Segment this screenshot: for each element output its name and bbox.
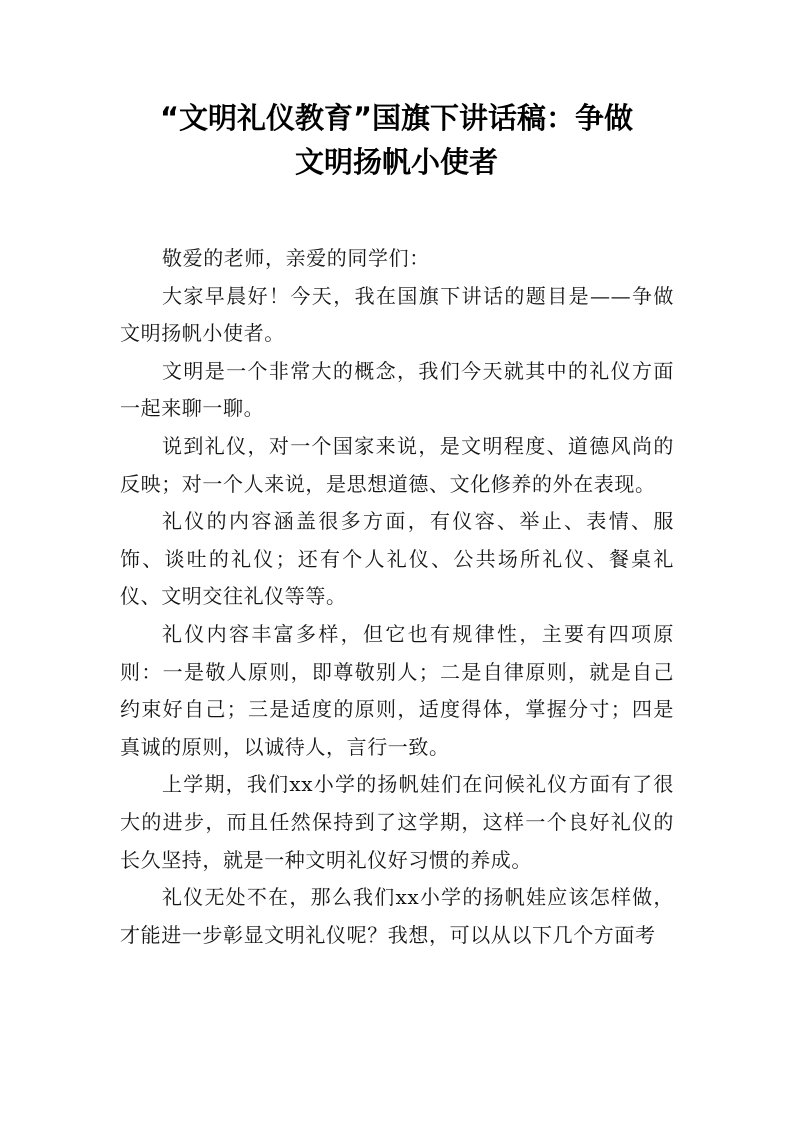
document-body	[120, 240, 674, 954]
title-line-2: 文明扬帆小使者	[294, 145, 498, 179]
paragraph-etiquette-meaning: 说到礼仪，对一个国家来说，是文明程度、道德风尚的反映；对一个人来说，是思想道德、文化修养的外在表现。	[120, 433, 674, 496]
paragraph-greeting: 大家早晨好！今天，我在国旗下讲话的题目是——争做文明扬帆小使者。	[120, 283, 674, 346]
paragraph-salutation: 敬爱的老师，亲爱的同学们：	[162, 246, 430, 270]
title-line-1: “文明礼仪教育”国旗下讲话稿：争做	[159, 101, 634, 135]
document-title	[110, 96, 683, 184]
paragraph-how-to-do: 礼仪无处不在，那么我们xx小学的扬帆娃应该怎样做，才能进一步彰显文明礼仪呢？我想，可以从以下几个方面考	[120, 885, 674, 947]
paragraph-etiquette-content: 礼仪的内容涵盖很多方面，有仪容、举止、表情、服饰、谈吐的礼仪；还有个人礼仪、公共场所礼仪、餐桌礼仪、文明交往礼仪等等。	[120, 509, 674, 609]
paragraph-last-semester: 上学期，我们xx小学的扬帆娃们在问候礼仪方面有了很大的进步，而且任然保持到了这学期，这样一个良好礼仪的长久坚持，就是一种文明礼仪好习惯的养成。	[120, 772, 674, 872]
paragraph-civilization-concept: 文明是一个非常大的概念，我们今天就其中的礼仪方面一起来聊一聊。	[120, 358, 674, 421]
paragraph-four-principles: 礼仪内容丰富多样，但它也有规律性，主要有四项原则：一是敬人原则，即尊敬别人；二是自律原则，就是自己约束好自己；三是适度的原则，适度得体，掌握分寸；四是真诚的原则，以诚待人，言行一致。	[120, 621, 674, 759]
